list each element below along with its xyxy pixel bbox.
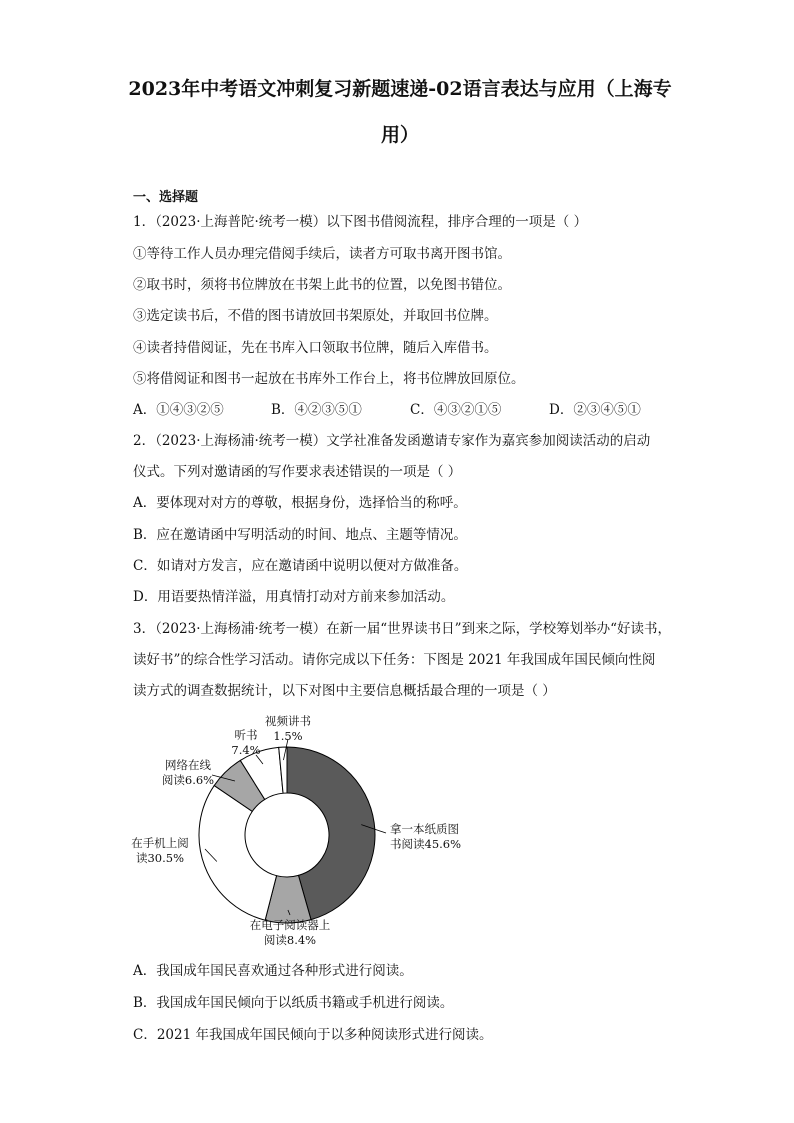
q1-step-5: ⑤将借阅证和图书一起放在书库外工作台上，将书位牌放回原位。 bbox=[133, 371, 525, 387]
q1-option-a: A．①④③②⑤ bbox=[133, 402, 224, 418]
section-heading: 一、选择题 bbox=[133, 190, 199, 205]
q3-option-a: A．我国成年国民喜欢通过各种形式进行阅读。 bbox=[133, 963, 413, 979]
donut-label-2: 在手机上阅读30.5% bbox=[131, 836, 189, 865]
q1-step-2: ②取书时，须将书位牌放在书架上此书的位置，以免图书错位。 bbox=[133, 277, 511, 293]
q1-option-d: D．②③④⑤① bbox=[549, 402, 641, 418]
q2-stem-line-2: 仪式。下列对邀请函的写作要求表述错误的一项是（ ） bbox=[133, 464, 462, 480]
q1-step-1: ①等待工作人员办理完借阅手续后，读者方可取书离开图书馆。 bbox=[133, 246, 511, 262]
reading-mode-donut-chart bbox=[0, 705, 794, 955]
donut-label-1: 在电子阅读器上阅读8.4% bbox=[249, 918, 331, 947]
q1-option-b: B．④②③⑤① bbox=[271, 402, 362, 418]
q3-option-c: C．2021 年我国成年国民倾向于以多种阅读形式进行阅读。 bbox=[133, 1027, 493, 1043]
q3-option-b: B．我国成年国民倾向于以纸质书籍或手机进行阅读。 bbox=[133, 995, 454, 1011]
q2-option-d: D．用语要热情洋溢，用真情打动对方前来参加活动。 bbox=[133, 589, 455, 605]
donut-label-5: 视频讲书 1.5% bbox=[265, 714, 311, 743]
donut-label-4: 听书 7.4% bbox=[231, 728, 261, 757]
q2-option-a: A．要体现对对方的尊敬，根据身份，选择恰当的称呼。 bbox=[133, 495, 467, 511]
q3-stem-line-2: 读好书”的综合性学习活动。请你完成以下任务：下图是 2021 年我国成年国民倾向性阅 bbox=[133, 652, 656, 668]
document-title: 2023年中考语文冲刺复习新题速递-02语言表达与应用（上海专用） bbox=[128, 78, 672, 146]
q1-option-c: C．④③②①⑤ bbox=[410, 402, 502, 418]
q3-stem-line-3: 读方式的调查数据统计，以下对图中主要信息概括最合理的一项是（ ） bbox=[133, 683, 556, 699]
q3-stem-line-1: 3．（2023·上海杨浦·统考一模）在新一届“世界读书日”到来之际，学校筹划举办“好读书， bbox=[133, 621, 671, 637]
q1-step-4: ④读者持借阅证，先在书库入口领取书位牌，随后入库借书。 bbox=[133, 340, 498, 356]
donut-label-0: 拿一本纸质图书阅读45.6% bbox=[390, 822, 462, 851]
q2-option-c: C．如请对方发言，应在邀请函中说明以便对方做准备。 bbox=[133, 558, 468, 574]
q2-option-b: B．应在邀请函中写明活动的时间、地点、主题等情况。 bbox=[133, 527, 467, 543]
q1-step-3: ③选定读书后，不借的图书请放回书架原处，并取回书位牌。 bbox=[133, 308, 498, 324]
donut-label-3: 网络在线阅读6.6% bbox=[161, 758, 215, 787]
q1-stem: 1．（2023·上海普陀·统考一模）以下图书借阅流程，排序合理的一项是（ ） bbox=[133, 214, 588, 230]
q2-stem-line-1: 2．（2023·上海杨浦·统考一模）文学社准备发函邀请专家作为嘉宾参加阅读活动的启动 bbox=[133, 433, 651, 449]
donut-slice-2 bbox=[199, 786, 277, 921]
